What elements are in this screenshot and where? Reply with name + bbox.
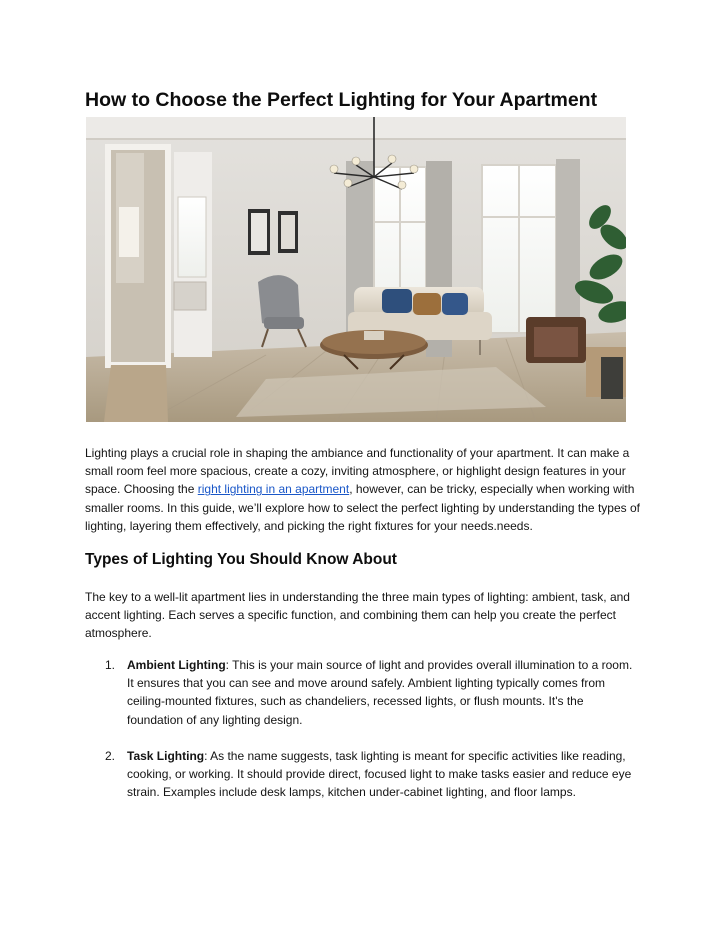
list-item <box>85 656 640 729</box>
list-item <box>85 747 640 802</box>
list-item-body <box>127 656 640 729</box>
list-item-number: 2. <box>105 749 116 763</box>
intro-paragraph <box>85 444 640 535</box>
article-title: How to Choose the Perfect Lighting for Your Apartment <box>85 89 598 111</box>
section-intro-paragraph: The key to a well-lit apartment lies in understanding the three main types of lighting: ambient, task, and accent lighting. Each serves a specific function, and combining them can help you create the perfect atmosphere. <box>85 590 630 641</box>
list-item-text: : This is your main source of light and provides overall illumination to a room. It ensures that you can see and move around safely. Ambient lighting typically comes from ceiling-mounted fixtures, such as chandeliers, recessed lights, or flush mounts. It's the foundation of any lighting design. <box>127 658 633 727</box>
list-item-term: Task Lighting <box>127 749 205 763</box>
list-item-term: Ambient Lighting <box>127 658 226 672</box>
right-lighting-link[interactable]: right lighting in an apartment <box>197 482 350 497</box>
intro-text-end: , however, can be tricky, especially when working with smaller rooms. In this guide, we’ll explore how to select the perfect lighting by understanding the types of lighting, layering them effectively, and picking the right fixtures for your needs.needs. <box>85 482 640 533</box>
list-item-body <box>127 747 640 802</box>
living-room-photo <box>86 117 626 422</box>
list-item-text: : As the name suggests, task lighting is meant for specific activities like reading, cooking, or working. It should provide direct, focused light to make tasks easier and reduce eye strain. Examples include desk lamps, kitchen under-cabinet lighting, and floor lamps. <box>127 749 632 800</box>
intro-text-start: Lighting plays a crucial role in shaping the ambiance and functionality of your apartment. It can make a small room feel more spacious, create a cozy, inviting atmosphere, or highlight design features in your space. Choosing the <box>85 446 630 497</box>
section-heading: Types of Lighting You Should Know About <box>85 551 397 568</box>
list-item-number: 1. <box>105 658 116 672</box>
